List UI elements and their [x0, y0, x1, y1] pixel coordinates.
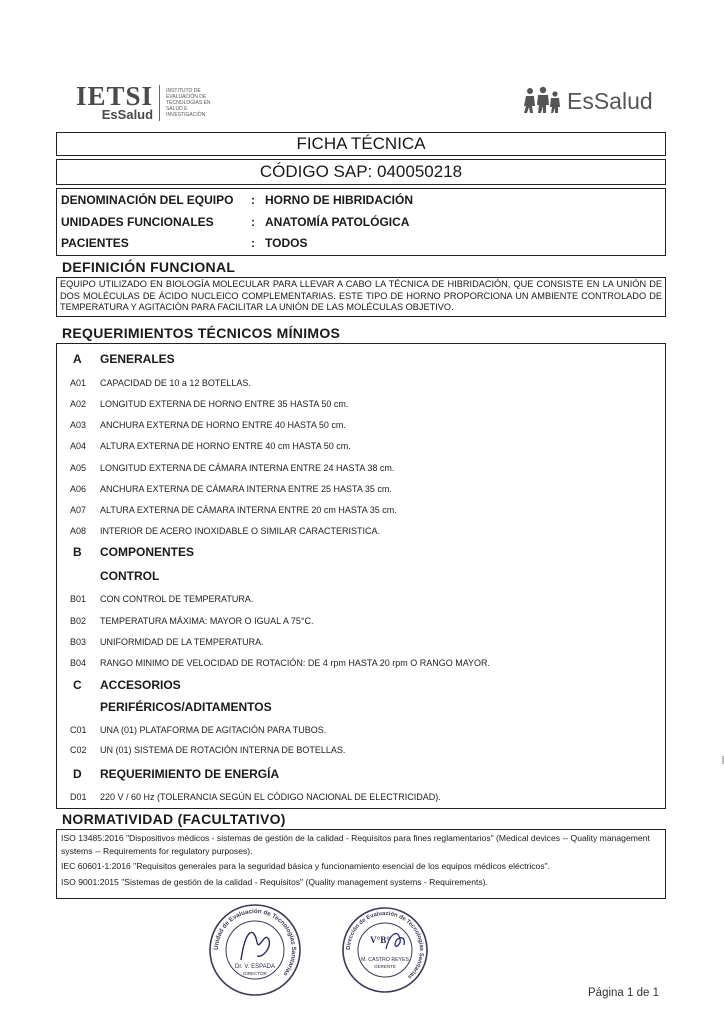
info-label: UNIDADES FUNCIONALES: [61, 215, 214, 229]
category-letter: B: [73, 545, 82, 559]
item-text: UNA (01) PLATAFORMA DE AGITACIÓN PARA TUBOS.: [100, 725, 327, 735]
norm-item: IEC 60601-1:2016 "Requisitos generales para la seguridad básica y funcionamiento esencial de los equipos médicos eléctricos".: [61, 861, 551, 871]
info-row-pacientes: [61, 236, 307, 250]
institute-line: TECNOLOGÍAS EN: [166, 99, 211, 106]
category-name: ACCESORIOS: [100, 678, 181, 692]
svg-text:Unidad de Evaluación de Tecnol: Unidad de Evaluación de Tecnologías Sanitarias: [212, 907, 298, 978]
item-code: B02: [70, 616, 87, 626]
item-text: TEMPERATURA MÁXIMA: MAYOR O IGUAL A 75°C.: [100, 616, 314, 626]
item-text: ALTURA EXTERNA DE CÁMARA INTERNA ENTRE 20 cm HASTA 35 cm.: [100, 505, 397, 515]
definicion-heading: DEFINICIÓN FUNCIONAL: [62, 259, 236, 275]
item-code: B03: [70, 637, 87, 647]
item-code: A02: [70, 399, 87, 409]
norm-item: ISO 13485:2016 "Dispositivos médicos - sistemas de gestión de la calidad - Requisitos para fines reglamentarios" (Medical devices -- Quality management systems -- Requirements for regulatory purposes).: [61, 833, 650, 856]
item-code: A08: [70, 526, 87, 536]
item-code: A01: [70, 378, 87, 388]
svg-text:GERENTE: GERENTE: [374, 964, 396, 969]
svg-text:DIRECTOR: DIRECTOR: [243, 971, 267, 976]
ietsi-logo-subtitle: EsSalud: [101, 107, 154, 122]
ietsi-logo-title: IETSI: [76, 81, 154, 111]
item-text: LONGITUD EXTERNA DE HORNO ENTRE 35 HASTA 50 cm.: [100, 399, 349, 409]
subcategory-name: CONTROL: [100, 569, 160, 583]
item-code: A07: [70, 505, 87, 515]
item-text: LONGITUD EXTERNA DE CÁMARA INTERNA ENTRE 24 HASTA 38 cm.: [100, 463, 395, 473]
normatividad-heading: NORMATIVIDAD (FACULTATIVO): [62, 811, 286, 827]
institute-name: [166, 88, 222, 118]
document-code: CÓDIGO SAP: 040050218: [56, 159, 666, 185]
institute-line: SALUD E: [166, 105, 188, 112]
info-value: TODOS: [265, 236, 308, 250]
info-value: ANATOMÍA PATOLÓGICA: [265, 215, 410, 229]
subcategory-name: PERIFÉRICOS/ADITAMENTOS: [100, 700, 272, 714]
item-code: A05: [70, 463, 87, 473]
category-letter: C: [73, 678, 82, 692]
category-letter: A: [73, 352, 82, 366]
item-code: A03: [70, 420, 87, 430]
stamp-seal-right: [340, 905, 430, 995]
category-letter: D: [73, 767, 82, 781]
category-name: COMPONENTES: [100, 545, 195, 559]
item-code: A06: [70, 484, 87, 494]
info-separator: :: [251, 236, 255, 250]
item-code: B01: [70, 594, 87, 604]
item-code: C02: [70, 745, 87, 755]
info-row-denominacion: [61, 193, 413, 207]
item-text: CON CONTROL DE TEMPERATURA.: [100, 594, 254, 604]
item-text: RANGO MINIMO DE VELOCIDAD DE ROTACIÓN: DE 4 rpm HASTA 20 rpm O RANGO MAYOR.: [100, 658, 491, 668]
requerimientos-box: [56, 343, 666, 809]
item-code: A04: [70, 441, 87, 451]
ietsi-logo: [76, 81, 222, 122]
stamp-seal-left: [207, 902, 303, 998]
definicion-text: EQUIPO UTILIZADO EN BIOLOGÍA MOLECULAR PARA LLEVAR A CABO LA TÉCNICA DE HIBRIDACIÓN, QUE CONSISTE EN LA UNIÓN DE DOS MOLÉCULAS DE ÁCIDO NUCLEICO COMPLEMENTARIAS. ESTE TIPO DE HORNO PROPORCIONA UN AMBIENTE CONTROLADO DE TEMPERATURA Y AGITACIÓN PARA FACILITAR LA UNIÓN DE LAS MOLÉCULAS OBJETIVO.: [56, 277, 666, 317]
item-text: ALTURA EXTERNA DE HORNO ENTRE 40 cm HASTA 50 cm.: [100, 441, 351, 451]
institute-line: INSTITUTO DE: [166, 87, 201, 94]
item-text: 220 V / 60 Hz (TOLERANCIA SEGÚN EL CÓDIGO NACIONAL DE ELECTRICIDAD).: [100, 792, 441, 802]
info-row-unidades: [61, 215, 409, 229]
requerimientos-heading: REQUERIMIENTOS TÉCNICOS MÍNIMOS: [62, 325, 341, 341]
svg-text:M. CASTRO REYES: M. CASTRO REYES: [361, 957, 409, 963]
svg-text:Dr. V. ESPADA: Dr. V. ESPADA: [234, 964, 276, 970]
item-text: ANCHURA EXTERNA DE HORNO ENTRE 40 HASTA 50 cm.: [100, 420, 346, 430]
page-number: Página 1 de 1: [588, 987, 659, 999]
info-separator: :: [251, 215, 255, 229]
family-people-icon: [523, 86, 565, 114]
document-title: FICHA TÉCNICA: [56, 132, 666, 156]
normatividad-box: [56, 829, 666, 899]
svg-text:Dirección de Evaluación de Tec: Dirección de Evaluación de Tecnologías Sanitarias: [345, 910, 425, 980]
info-label: PACIENTES: [61, 236, 129, 250]
info-separator: :: [251, 193, 255, 207]
logo-divider: [159, 85, 160, 121]
category-name: REQUERIMIENTO DE ENERGÍA: [100, 767, 280, 781]
item-text: UN (01) SISTEMA DE ROTACIÓN INTERNA DE BOTELLAS.: [100, 745, 346, 755]
item-code: B04: [70, 658, 87, 668]
norm-item: ISO 9001:2015 "Sistemas de gestión de la calidad - Requisitos" (Quality management systems - Requirements).: [61, 876, 488, 887]
svg-text:V°B°: V°B°: [370, 935, 390, 945]
equipment-info: [56, 188, 666, 256]
item-code: C01: [70, 725, 87, 735]
item-text: CAPACIDAD DE 10 a 12 BOTELLAS.: [100, 378, 251, 388]
item-text: ANCHURA EXTERNA DE CÁMARA INTERNA ENTRE 25 HASTA 35 cm.: [100, 484, 392, 494]
info-label: DENOMINACIÓN DEL EQUIPO: [61, 193, 234, 207]
item-text: INTERIOR DE ACERO INOXIDABLE O SIMILAR CARACTERISTICA.: [100, 526, 381, 536]
info-value: HORNO DE HIBRIDACIÓN: [265, 193, 414, 207]
institute-line: EVALUACIÓN DE: [166, 93, 207, 100]
institute-line: INVESTIGACIÓN: [166, 111, 206, 118]
essalud-brand-text: EsSalud: [567, 88, 653, 114]
essalud-logo: [523, 86, 653, 114]
item-code: D01: [70, 792, 87, 802]
item-text: UNIFORMIDAD DE LA TEMPERATURA.: [100, 637, 264, 647]
category-name: GENERALES: [100, 352, 175, 366]
